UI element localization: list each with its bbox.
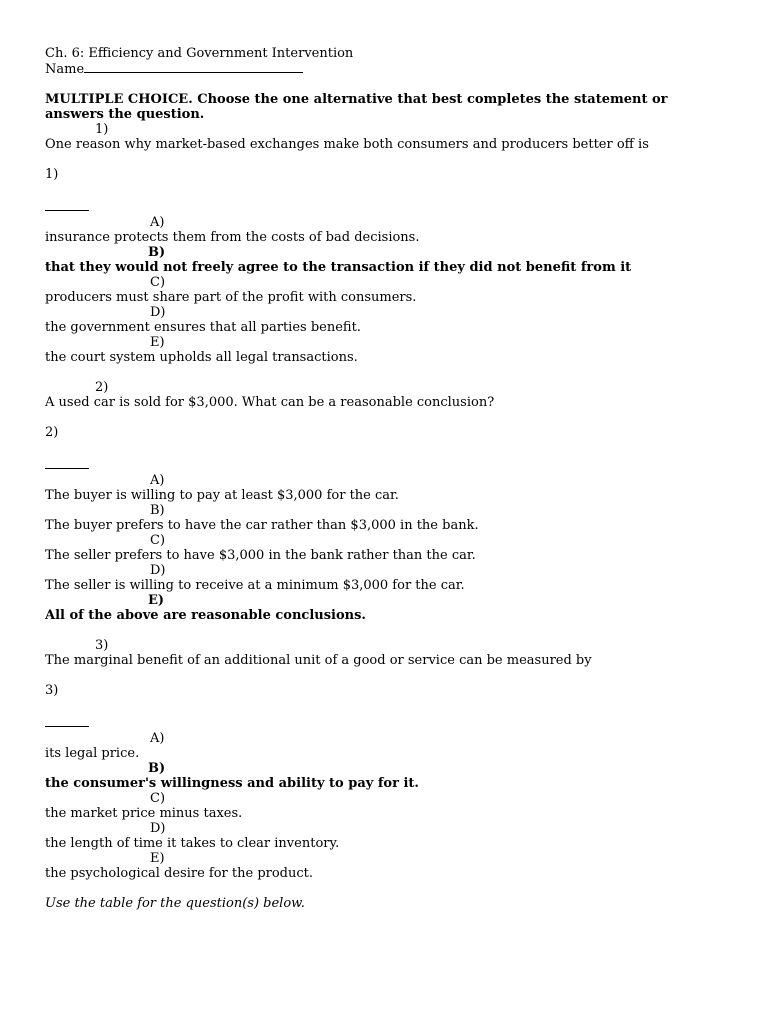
option-letter: E) (150, 335, 165, 350)
name-blank[interactable] (84, 61, 303, 73)
option-text: the government ensures that all parties benefit. (45, 320, 361, 335)
question-text: One reason why market-based exchanges make both consumers and producers better off is (45, 137, 649, 152)
option-letter: A) (150, 215, 165, 230)
option-letter: E) (148, 593, 165, 608)
option-text: the court system upholds all legal transactions. (45, 350, 358, 365)
question-2 (45, 365, 725, 623)
option-text: the consumer's willingness and ability to pay for it. (45, 776, 419, 791)
name-line (45, 61, 725, 77)
answer-number: 2) (45, 425, 59, 440)
option-letter: A) (150, 731, 165, 746)
answer-blank[interactable] (45, 467, 89, 469)
question-list (45, 122, 725, 881)
spacer (45, 365, 725, 380)
instructions: MULTIPLE CHOICE. Choose the one alternative that best completes the statement or answers the question. (45, 92, 668, 122)
option-text: All of the above are reasonable conclusions. (45, 608, 366, 623)
worksheet-page (45, 46, 725, 911)
option-text: The buyer is willing to pay at least $3,000 for the car. (45, 488, 399, 503)
question-3 (45, 623, 725, 881)
option-text: the psychological desire for the product. (45, 866, 314, 881)
option-text: producers must share part of the profit with consumers. (45, 290, 417, 305)
option-letter: B) (148, 761, 166, 776)
option-text: its legal price. (45, 746, 140, 761)
option-letter: D) (150, 821, 166, 836)
answer-blank[interactable] (45, 209, 89, 211)
option-text: The buyer prefers to have the car rather than $3,000 in the bank. (45, 518, 479, 533)
option-text: insurance protects them from the costs of bad decisions. (45, 230, 420, 245)
answer-blank[interactable] (45, 725, 89, 727)
option-letter: C) (150, 533, 166, 548)
question-text: A used car is sold for $3,000. What can be a reasonable conclusion? (45, 395, 495, 410)
chapter-title: Ch. 6: Efficiency and Government Intervention (45, 46, 354, 61)
option-text: the length of time it takes to clear inventory. (45, 836, 340, 851)
option-letter: B) (150, 503, 165, 518)
option-text: that they would not freely agree to the transaction if they did not benefit from it (45, 260, 632, 275)
option-letter: D) (150, 563, 166, 578)
answer-number: 1) (45, 167, 59, 182)
question-number: 2) (95, 380, 109, 395)
name-label: Name (45, 62, 85, 77)
option-text: The seller prefers to have $3,000 in the bank rather than the car. (45, 548, 476, 563)
option-letter: C) (150, 791, 166, 806)
option-letter: E) (150, 851, 165, 866)
option-text: The seller is willing to receive at a minimum $3,000 for the car. (45, 578, 465, 593)
answer-number: 3) (45, 683, 59, 698)
question-number: 1) (95, 122, 109, 137)
option-letter: D) (150, 305, 166, 320)
option-text: the market price minus taxes. (45, 806, 243, 821)
question-text: The marginal benefit of an additional unit of a good or service can be measured by (45, 653, 592, 668)
option-letter: B) (148, 245, 166, 260)
question-number: 3) (95, 638, 109, 653)
footer-note: Use the table for the question(s) below. (45, 896, 305, 911)
spacer (45, 623, 725, 638)
option-letter: C) (150, 275, 166, 290)
question-1 (45, 122, 725, 365)
option-letter: A) (150, 473, 165, 488)
